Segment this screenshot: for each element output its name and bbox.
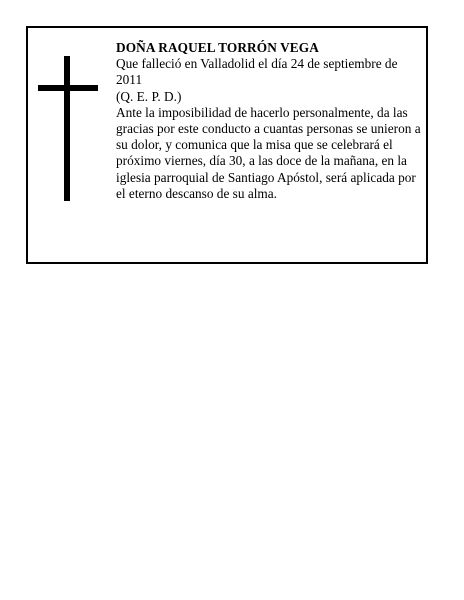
notice-body: Ante la imposibilidad de hacerlo personalmente, da las gracias por este conducto a cuantas personas se unieron a su dolor, y comunica que la misa que se celebrará el próximo viernes, día 30, a las doce de la mañana, en la iglesia parroquial de Santiago Apóstol, será aplicada por el eterno descanso de su alma. — [116, 104, 421, 201]
cross-horizontal-bar — [38, 85, 98, 91]
obituary-notice-box — [26, 26, 428, 264]
rip-abbreviation: (Q. E. P. D.) — [116, 88, 182, 104]
cross-vertical-bar — [64, 56, 70, 201]
notice-text-block — [116, 40, 422, 202]
deceased-name: DOÑA RAQUEL TORRÓN VEGA — [116, 40, 319, 55]
death-announcement: Que falleció en Valladolid el día 24 de septiembre de 2011 — [116, 56, 398, 88]
latin-cross-icon — [38, 56, 98, 201]
